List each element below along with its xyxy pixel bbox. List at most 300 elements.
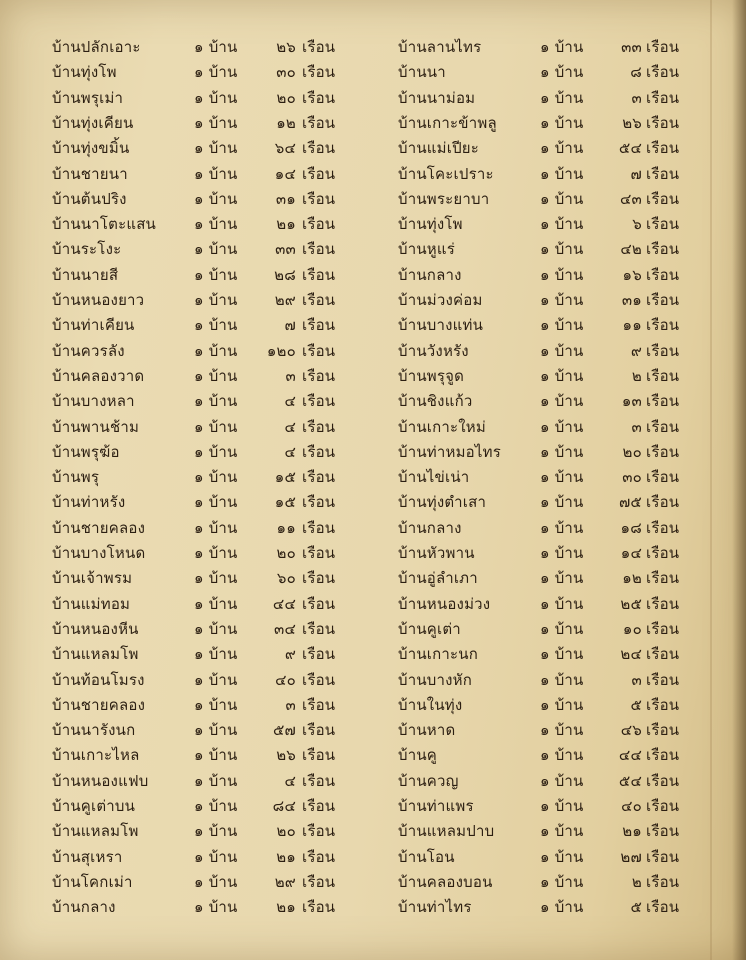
household-label-right: เรือน xyxy=(646,670,680,689)
village-unit-left: ๑ บ้าน xyxy=(194,88,238,107)
household-label-right: เรือน xyxy=(646,847,680,866)
household-count-right: ๑๐ xyxy=(622,619,642,638)
household-count-left: ๒๐ xyxy=(276,822,296,841)
village-unit-left: ๑ บ้าน xyxy=(194,493,238,512)
village-name-right: บ้านในทุ่ง xyxy=(398,695,463,714)
household-label-left: เรือน xyxy=(302,493,336,512)
household-label-left: เรือน xyxy=(302,38,336,56)
village-name-right: บ้านนาม่อม xyxy=(398,88,476,107)
village-name-left: บ้านแม่ทอม xyxy=(52,594,131,613)
village-unit-left: ๑ บ้าน xyxy=(194,316,238,335)
village-name-left: บ้านชายคลอง xyxy=(52,518,146,537)
village-unit-right: ๑ บ้าน xyxy=(540,366,584,385)
village-unit-right: ๑ บ้าน xyxy=(540,645,584,664)
household-label-left: เรือน xyxy=(302,265,336,284)
village-unit-right: ๑ บ้าน xyxy=(540,291,584,309)
village-name-left: บ้านทุ่งโพ xyxy=(52,63,117,82)
household-count-right: ๙ xyxy=(630,341,642,360)
village-name-left: บ้านพรุเม่า xyxy=(52,88,124,107)
table-row xyxy=(0,769,746,793)
table-row xyxy=(0,389,746,413)
household-count-right: ๔๓ xyxy=(619,189,642,208)
village-unit-right: ๑ บ้าน xyxy=(540,215,584,234)
village-unit-left: ๑ บ้าน xyxy=(194,341,238,360)
household-count-right: ๑๖ xyxy=(622,265,642,284)
table-row xyxy=(0,136,746,160)
household-label-left: เรือน xyxy=(302,417,336,436)
household-count-right: ๒๗ xyxy=(620,847,642,866)
household-label-left: เรือน xyxy=(302,215,336,234)
household-label-right: เรือน xyxy=(646,746,680,765)
village-name-right: บ้านควญ xyxy=(398,771,459,790)
household-label-right: เรือน xyxy=(646,63,680,82)
village-name-left: บ้านเจ้าพรม xyxy=(52,569,133,588)
household-label-left: เรือน xyxy=(302,619,336,638)
household-label-right: เรือน xyxy=(646,417,680,436)
household-label-left: เรือน xyxy=(302,569,336,588)
table-row xyxy=(0,415,746,439)
village-unit-right: ๑ บ้าน xyxy=(540,898,584,917)
household-label-right: เรือน xyxy=(646,291,680,309)
village-name-left: บ้านคูเต่าบน xyxy=(52,797,136,815)
village-name-right: บ้านเกาะใหม่ xyxy=(398,417,486,436)
village-unit-left: ๑ บ้าน xyxy=(194,240,238,259)
table-row xyxy=(0,516,746,540)
household-count-right: ๑๑ xyxy=(622,316,642,335)
village-unit-right: ๑ บ้าน xyxy=(540,63,584,82)
household-label-right: เรือน xyxy=(646,645,680,664)
village-name-left: บ้านท่าเคียน xyxy=(52,316,135,335)
village-unit-right: ๑ บ้าน xyxy=(540,164,584,183)
household-label-right: เรือน xyxy=(646,569,680,588)
household-count-right: ๒ xyxy=(631,872,642,891)
village-unit-left: ๑ บ้าน xyxy=(194,771,238,790)
table-row xyxy=(0,490,746,514)
household-count-right: ๒๑ xyxy=(622,822,642,841)
household-count-left: ๔ xyxy=(284,392,296,411)
village-name-left: บ้านบางโหนด xyxy=(52,544,146,562)
household-count-left: ๑๔ xyxy=(274,164,296,183)
household-label-left: เรือน xyxy=(302,468,336,487)
household-count-left: ๑๒๐ xyxy=(266,341,296,360)
village-name-right: บ้านพระยาบา xyxy=(398,189,490,208)
village-name-left: บ้านนายสี xyxy=(52,265,119,284)
household-label-left: เรือน xyxy=(302,746,336,765)
table-row xyxy=(0,60,746,84)
household-count-right: ๓๐ xyxy=(622,468,642,487)
village-name-left: บ้านพรุ xyxy=(52,468,100,487)
village-name-left: บ้านนารังนก xyxy=(52,721,136,740)
household-count-right: ๕๔ xyxy=(618,771,642,790)
household-count-right: ๘ xyxy=(630,63,642,82)
village-unit-left: ๑ บ้าน xyxy=(194,164,238,183)
household-label-right: เรือน xyxy=(646,619,680,638)
table-row xyxy=(0,339,746,363)
household-label-left: เรือน xyxy=(302,442,336,461)
village-unit-right: ๑ บ้าน xyxy=(540,721,584,740)
household-count-right: ๕ xyxy=(630,898,642,917)
village-name-right: บ้านไข่เน่า xyxy=(398,468,470,487)
village-name-right: บ้านลานไทร xyxy=(398,38,482,56)
village-name-right: บ้านกลาง xyxy=(398,265,462,284)
village-unit-right: ๑ บ้าน xyxy=(540,746,584,765)
village-name-left: บ้านกลาง xyxy=(52,898,116,917)
household-label-left: เรือน xyxy=(302,544,336,562)
village-name-left: บ้านชายคลอง xyxy=(52,695,146,714)
household-label-right: เรือน xyxy=(646,139,680,158)
household-count-right: ๔๖ xyxy=(620,721,642,740)
village-unit-right: ๑ บ้าน xyxy=(540,88,584,107)
village-name-right: บ้านบางแท่น xyxy=(398,316,484,335)
village-unit-right: ๑ บ้าน xyxy=(540,544,584,562)
village-unit-left: ๑ บ้าน xyxy=(194,518,238,537)
village-unit-right: ๑ บ้าน xyxy=(540,847,584,866)
household-count-left: ๗ xyxy=(284,316,296,335)
table-row xyxy=(0,313,746,337)
village-name-right: บ้านโคะเปราะ xyxy=(398,164,494,183)
household-count-right: ๗๕ xyxy=(618,493,642,512)
household-label-left: เรือน xyxy=(302,63,336,82)
table-row xyxy=(0,718,746,742)
household-label-left: เรือน xyxy=(302,164,336,183)
household-count-left: ๙ xyxy=(284,645,296,664)
household-label-left: เรือน xyxy=(302,189,336,208)
village-unit-left: ๑ บ้าน xyxy=(194,847,238,866)
table-row xyxy=(0,263,746,287)
household-label-left: เรือน xyxy=(302,518,336,537)
household-label-left: เรือน xyxy=(302,366,336,385)
village-name-right: บ้านชิงแก้ว xyxy=(398,392,473,411)
household-label-right: เรือน xyxy=(646,468,680,487)
household-count-right: ๓ xyxy=(631,417,642,436)
village-unit-left: ๑ บ้าน xyxy=(194,417,238,436)
village-unit-right: ๑ บ้าน xyxy=(540,417,584,436)
village-unit-left: ๑ บ้าน xyxy=(194,189,238,208)
village-unit-right: ๑ บ้าน xyxy=(540,341,584,360)
household-label-right: เรือน xyxy=(646,695,680,714)
household-count-right: ๒ xyxy=(631,366,642,385)
household-label-left: เรือน xyxy=(302,645,336,664)
village-unit-right: ๑ บ้าน xyxy=(540,695,584,714)
household-count-left: ๖๔ xyxy=(274,139,296,158)
household-count-left: ๔ xyxy=(284,442,296,461)
village-name-right: บ้านวังหรัง xyxy=(398,341,469,360)
village-unit-left: ๑ บ้าน xyxy=(194,442,238,461)
table-row xyxy=(0,845,746,869)
village-name-right: บ้านท่าไทร xyxy=(398,898,472,917)
household-count-left: ๔๔ xyxy=(272,594,296,613)
village-unit-right: ๑ บ้าน xyxy=(540,493,584,512)
village-name-right: บ้านเกาะข้าพลู xyxy=(398,113,497,132)
village-unit-left: ๑ บ้าน xyxy=(194,822,238,841)
household-label-right: เรือน xyxy=(646,721,680,740)
table-row xyxy=(0,592,746,616)
village-unit-right: ๑ บ้าน xyxy=(540,442,584,461)
household-label-right: เรือน xyxy=(646,189,680,208)
household-label-right: เรือน xyxy=(646,38,680,56)
household-label-right: เรือน xyxy=(646,341,680,360)
household-label-left: เรือน xyxy=(302,847,336,866)
household-count-right: ๒๕ xyxy=(620,594,642,613)
village-name-left: บ้านทุ่งขมิ้น xyxy=(52,139,130,158)
table-row xyxy=(0,541,746,565)
table-row xyxy=(0,162,746,186)
village-unit-left: ๑ บ้าน xyxy=(194,670,238,689)
household-label-left: เรือน xyxy=(302,240,336,259)
household-label-left: เรือน xyxy=(302,291,336,309)
household-count-right: ๒๖ xyxy=(622,113,642,132)
household-count-right: ๕๔ xyxy=(618,139,642,158)
village-unit-left: ๑ บ้าน xyxy=(194,215,238,234)
household-count-right: ๒๐ xyxy=(622,442,642,461)
village-name-left: บ้านระโงะ xyxy=(52,240,122,259)
household-label-left: เรือน xyxy=(302,872,336,891)
household-label-left: เรือน xyxy=(302,341,336,360)
household-label-right: เรือน xyxy=(646,898,680,917)
village-name-right: บ้านท่าหมอไทร xyxy=(398,442,501,461)
village-name-left: บ้านสุเหรา xyxy=(52,847,123,866)
village-unit-right: ๑ บ้าน xyxy=(540,594,584,613)
household-label-right: เรือน xyxy=(646,113,680,132)
household-count-left: ๓๔ xyxy=(273,619,296,638)
village-name-left: บ้านพรุฆ้อ xyxy=(52,442,120,461)
household-label-right: เรือน xyxy=(646,544,680,562)
village-unit-right: ๑ บ้าน xyxy=(540,771,584,790)
village-unit-left: ๑ บ้าน xyxy=(194,721,238,740)
village-name-left: บ้านบางหลา xyxy=(52,392,135,411)
household-count-left: ๓๐ xyxy=(276,63,296,82)
household-count-right: ๑๓ xyxy=(621,392,642,411)
household-label-left: เรือน xyxy=(302,316,336,335)
village-name-left: บ้านแหลมโพ xyxy=(52,822,139,841)
household-label-left: เรือน xyxy=(302,898,336,917)
household-count-right: ๑๔ xyxy=(620,544,642,562)
household-label-right: เรือน xyxy=(646,215,680,234)
village-name-left: บ้านชายนา xyxy=(52,164,128,183)
village-name-right: บ้านแม่เปียะ xyxy=(398,139,480,158)
table-row xyxy=(0,111,746,135)
household-count-left: ๓๓ xyxy=(275,240,296,259)
village-unit-right: ๑ บ้าน xyxy=(540,872,584,891)
village-unit-right: ๑ บ้าน xyxy=(540,619,584,638)
household-count-left: ๓ xyxy=(285,695,296,714)
table-row xyxy=(0,440,746,464)
household-count-left: ๓ xyxy=(285,366,296,385)
village-unit-right: ๑ บ้าน xyxy=(540,240,584,259)
household-label-right: เรือน xyxy=(646,594,680,613)
village-name-right: บ้านกลาง xyxy=(398,518,462,537)
village-name-right: บ้านนา xyxy=(398,63,446,82)
village-unit-right: ๑ บ้าน xyxy=(540,316,584,335)
household-count-right: ๓๑ xyxy=(621,291,642,309)
table-row xyxy=(0,693,746,717)
village-unit-left: ๑ บ้าน xyxy=(194,569,238,588)
household-label-right: เรือน xyxy=(646,822,680,841)
village-unit-left: ๑ บ้าน xyxy=(194,797,238,815)
village-unit-left: ๑ บ้าน xyxy=(194,898,238,917)
village-name-right: บ้านหูแร่ xyxy=(398,240,456,259)
household-count-left: ๒๘ xyxy=(274,265,296,284)
village-unit-left: ๑ บ้าน xyxy=(194,619,238,638)
village-unit-right: ๑ บ้าน xyxy=(540,392,584,411)
village-name-left: บ้านท่าหรัง xyxy=(52,493,126,512)
village-name-right: บ้านทุ่งโพ xyxy=(398,215,463,234)
table-row xyxy=(0,642,746,666)
table-row xyxy=(0,237,746,261)
village-unit-left: ๑ บ้าน xyxy=(194,291,238,309)
household-label-right: เรือน xyxy=(646,872,680,891)
household-count-right: ๖ xyxy=(632,215,642,234)
village-name-right: บ้านบางหัก xyxy=(398,670,473,689)
household-count-left: ๑๑ xyxy=(276,518,296,537)
household-count-right: ๑๒ xyxy=(622,569,642,588)
village-name-left: บ้านทุ่งเคียน xyxy=(52,113,134,132)
household-label-left: เรือน xyxy=(302,88,336,107)
household-count-right: ๒๔ xyxy=(620,645,642,664)
household-count-left: ๒๐ xyxy=(276,88,296,107)
household-label-left: เรือน xyxy=(302,139,336,158)
household-label-right: เรือน xyxy=(646,771,680,790)
village-name-right: บ้านหนองม่วง xyxy=(398,594,491,613)
village-unit-left: ๑ บ้าน xyxy=(194,468,238,487)
village-name-right: บ้านทุ่งตำเสา xyxy=(398,493,487,512)
village-name-left: บ้านคลองวาด xyxy=(52,366,145,385)
household-count-left: ๔๐ xyxy=(275,670,296,689)
table-row xyxy=(0,35,746,59)
household-count-left: ๑๒ xyxy=(276,113,296,132)
village-name-left: บ้านนาโตะแสน xyxy=(52,215,157,234)
village-unit-left: ๑ บ้าน xyxy=(194,544,238,562)
household-count-right: ๗ xyxy=(630,164,642,183)
household-count-left: ๒๖ xyxy=(276,38,296,56)
household-label-left: เรือน xyxy=(302,797,336,815)
household-count-right: ๓ xyxy=(631,670,642,689)
household-label-left: เรือน xyxy=(302,822,336,841)
household-count-left: ๒๙ xyxy=(274,872,296,891)
household-label-left: เรือน xyxy=(302,113,336,132)
household-label-right: เรือน xyxy=(646,164,680,183)
village-name-left: บ้านท้อนโมรง xyxy=(52,670,145,689)
village-name-right: บ้านหัวพาน xyxy=(398,544,475,562)
household-count-left: ๒๑ xyxy=(276,898,296,917)
village-name-right: บ้านท่าแพร xyxy=(398,797,474,815)
village-name-left: บ้านควรลัง xyxy=(52,341,125,360)
village-unit-left: ๑ บ้าน xyxy=(194,366,238,385)
household-count-left: ๔ xyxy=(284,771,296,790)
village-name-left: บ้านแหลมโพ xyxy=(52,645,139,664)
household-label-right: เรือน xyxy=(646,265,680,284)
household-count-left: ๕๗ xyxy=(272,721,296,740)
village-unit-right: ๑ บ้าน xyxy=(540,468,584,487)
village-unit-left: ๑ บ้าน xyxy=(194,695,238,714)
village-unit-right: ๑ บ้าน xyxy=(540,822,584,841)
table-row xyxy=(0,668,746,692)
village-name-left: บ้านปลักเอาะ xyxy=(52,38,141,56)
table-row xyxy=(0,364,746,388)
household-label-right: เรือน xyxy=(646,797,680,815)
household-count-right: ๔๐ xyxy=(621,797,642,815)
household-label-left: เรือน xyxy=(302,695,336,714)
household-label-left: เรือน xyxy=(302,771,336,790)
table-row xyxy=(0,465,746,489)
village-name-left: บ้านโคกเม่า xyxy=(52,872,133,891)
table-row xyxy=(0,743,746,767)
village-unit-right: ๑ บ้าน xyxy=(540,38,584,56)
village-name-left: บ้านต้นปริง xyxy=(52,189,127,208)
table-row xyxy=(0,212,746,236)
household-count-left: ๑๕ xyxy=(274,468,296,487)
village-name-right: บ้านอู่ลำเภา xyxy=(398,569,478,588)
household-label-right: เรือน xyxy=(646,442,680,461)
household-count-left: ๓๑ xyxy=(275,189,296,208)
village-name-right: บ้านพรุจูด xyxy=(398,366,465,385)
household-label-left: เรือน xyxy=(302,392,336,411)
village-unit-left: ๑ บ้าน xyxy=(194,392,238,411)
village-unit-left: ๑ บ้าน xyxy=(194,645,238,664)
village-unit-left: ๑ บ้าน xyxy=(194,872,238,891)
village-unit-left: ๑ บ้าน xyxy=(194,38,238,56)
household-count-left: ๒๑ xyxy=(276,215,296,234)
household-count-left: ๑๕ xyxy=(274,493,296,512)
village-name-right: บ้านคู xyxy=(398,746,438,765)
table-row xyxy=(0,895,746,919)
table-row xyxy=(0,566,746,590)
village-unit-right: ๑ บ้าน xyxy=(540,265,584,284)
household-label-left: เรือน xyxy=(302,594,336,613)
household-count-left: ๒๐ xyxy=(276,544,296,562)
household-count-right: ๓ xyxy=(631,88,642,107)
village-name-left: บ้านพานช้าม xyxy=(52,417,140,436)
table-row xyxy=(0,819,746,843)
village-unit-left: ๑ บ้าน xyxy=(194,113,238,132)
household-count-right: ๔๒ xyxy=(620,240,642,259)
household-label-right: เรือน xyxy=(646,316,680,335)
household-label-right: เรือน xyxy=(646,518,680,537)
village-unit-left: ๑ บ้าน xyxy=(194,63,238,82)
table-row xyxy=(0,617,746,641)
village-name-right: บ้านเกาะนก xyxy=(398,645,479,664)
table-row xyxy=(0,794,746,818)
village-unit-right: ๑ บ้าน xyxy=(540,569,584,588)
table-row xyxy=(0,288,746,312)
village-unit-left: ๑ บ้าน xyxy=(194,746,238,765)
village-unit-right: ๑ บ้าน xyxy=(540,139,584,158)
household-count-left: ๘๔ xyxy=(272,797,296,815)
village-name-right: บ้านโอน xyxy=(398,847,455,866)
village-name-right: บ้านคลองบอน xyxy=(398,872,493,891)
village-name-right: บ้านหาด xyxy=(398,721,456,740)
village-name-left: บ้านเกาะไหล xyxy=(52,746,140,765)
household-label-right: เรือน xyxy=(646,392,680,411)
table-row xyxy=(0,187,746,211)
village-name-right: บ้านม่วงค่อม xyxy=(398,291,483,309)
village-unit-left: ๑ บ้าน xyxy=(194,139,238,158)
household-count-left: ๒๖ xyxy=(276,746,296,765)
village-name-left: บ้านหนองหีน xyxy=(52,619,139,638)
village-unit-right: ๑ บ้าน xyxy=(540,670,584,689)
village-unit-right: ๑ บ้าน xyxy=(540,113,584,132)
household-count-left: ๒๙ xyxy=(274,291,296,309)
table-row xyxy=(0,86,746,110)
village-unit-right: ๑ บ้าน xyxy=(540,518,584,537)
table-row xyxy=(0,870,746,894)
household-label-right: เรือน xyxy=(646,88,680,107)
village-name-right: บ้านคูเต่า xyxy=(398,619,461,638)
household-label-left: เรือน xyxy=(302,670,336,689)
village-name-left: บ้านหนองยาว xyxy=(52,291,145,309)
household-count-left: ๒๑ xyxy=(276,847,296,866)
household-count-right: ๑๘ xyxy=(620,518,642,537)
